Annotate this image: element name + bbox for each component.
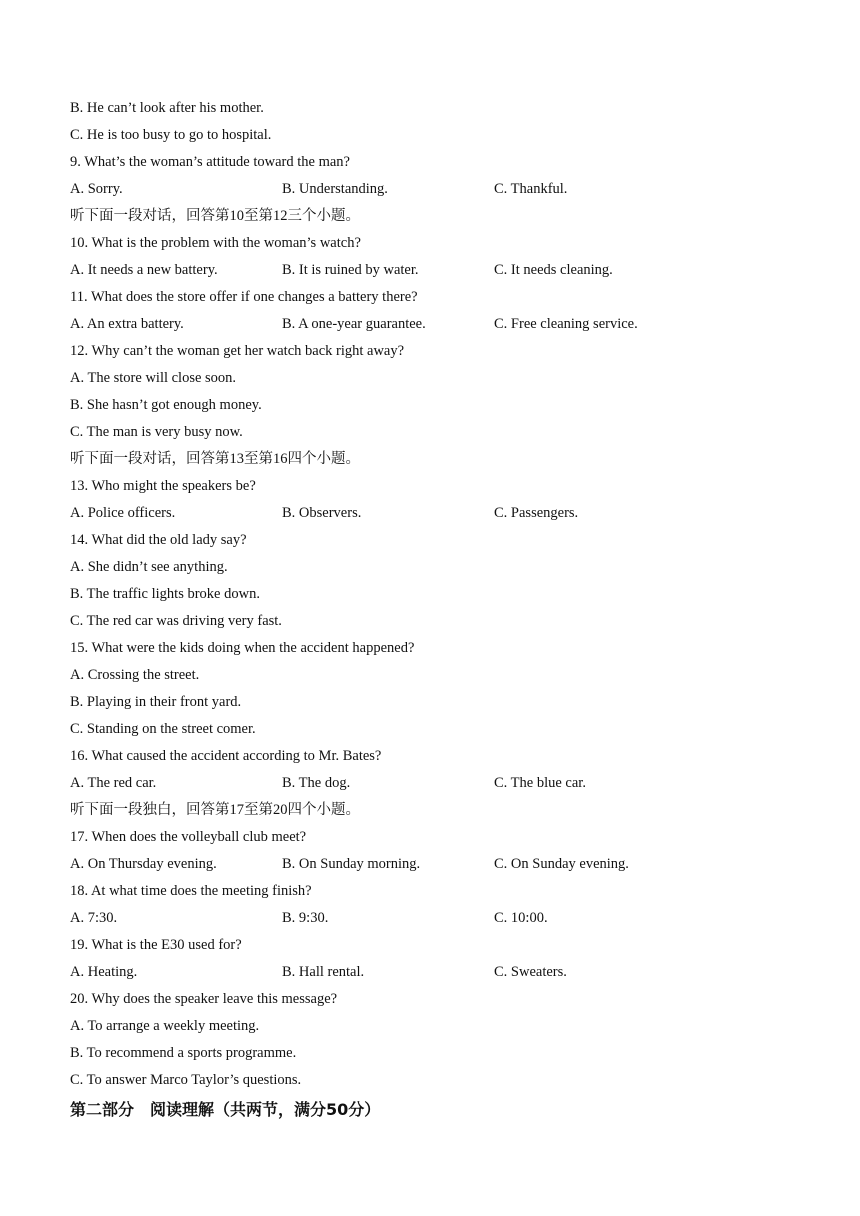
answer-option-a: A. It needs a new battery.: [70, 262, 218, 278]
text-line: B. The traffic lights broke down.: [70, 586, 260, 602]
answer-option-c: C. 10:00.: [494, 910, 548, 926]
text-line: A. To arrange a weekly meeting.: [70, 1018, 260, 1034]
answer-option-b: B. It is ruined by water.: [282, 262, 419, 278]
answer-option-a: A. 7:30.: [70, 910, 118, 926]
text-line: 11. What does the store offer if one changes a battery there?: [70, 289, 418, 305]
answer-option-c: C. Free cleaning service.: [494, 316, 638, 332]
text-line: 听下面一段对话，回答第13至第16四个小题。: [70, 451, 360, 467]
answer-option-c: C. The blue car.: [494, 775, 586, 791]
text-line: 听下面一段独白，回答第17至第20四个小题。: [70, 802, 360, 818]
answer-options-row: [70, 502, 790, 529]
text-line: 听下面一段对话，回答第10至第12三个小题。: [70, 208, 360, 224]
answer-option-b: B. The dog.: [282, 775, 351, 791]
text-line: B. To recommend a sports programme.: [70, 1045, 297, 1061]
answer-option-b: B. Observers.: [282, 505, 362, 521]
text-line: C. Standing on the street comer.: [70, 721, 256, 737]
text-line: 16. What caused the accident according to Mr. Bates?: [70, 748, 382, 764]
answer-options-row: [70, 313, 790, 340]
answer-options-row: [70, 853, 790, 880]
text-line: 14. What did the old lady say?: [70, 532, 247, 548]
answer-options-row: [70, 178, 790, 205]
question-list: [70, 97, 790, 1096]
text-line: 20. Why does the speaker leave this message?: [70, 991, 338, 1007]
answer-option-c: C. On Sunday evening.: [494, 856, 629, 872]
text-line: 9. What’s the woman’s attitude toward the man?: [70, 154, 350, 170]
answer-option-a: A. On Thursday evening.: [70, 856, 217, 872]
answer-option-b: B. A one-year guarantee.: [282, 316, 426, 332]
answer-option-b: B. Understanding.: [282, 181, 388, 197]
text-line: C. To answer Marco Taylor’s questions.: [70, 1072, 302, 1088]
text-line: B. Playing in their front yard.: [70, 694, 242, 710]
section-heading: 第二部分 阅读理解（共两节，满分50分）: [70, 1100, 381, 1119]
text-line: C. The red car was driving very fast.: [70, 613, 282, 629]
text-line: 15. What were the kids doing when the accident happened?: [70, 640, 415, 656]
text-line: A. She didn’t see anything.: [70, 559, 228, 575]
text-line: B. She hasn’t got enough money.: [70, 397, 262, 413]
answer-options-row: [70, 259, 790, 286]
text-line: 19. What is the E30 used for?: [70, 937, 242, 953]
answer-option-c: C. It needs cleaning.: [494, 262, 613, 278]
answer-option-a: A. Heating.: [70, 964, 138, 980]
answer-options-row: [70, 907, 790, 934]
text-line: A. Crossing the street.: [70, 667, 200, 683]
text-line: 10. What is the problem with the woman’s watch?: [70, 235, 361, 251]
text-line: 12. Why can’t the woman get her watch back right away?: [70, 343, 405, 359]
text-line: A. The store will close soon.: [70, 370, 237, 386]
answer-option-a: A. An extra battery.: [70, 316, 184, 332]
answer-options-row: [70, 772, 790, 799]
answer-option-b: B. Hall rental.: [282, 964, 365, 980]
text-line: 18. At what time does the meeting finish?: [70, 883, 312, 899]
document-page: [70, 97, 790, 1122]
answer-option-c: C. Thankful.: [494, 181, 568, 197]
text-line: 17. When does the volleyball club meet?: [70, 829, 307, 845]
answer-option-a: A. The red car.: [70, 775, 157, 791]
text-line: C. The man is very busy now.: [70, 424, 243, 440]
answer-option-a: A. Police officers.: [70, 505, 176, 521]
answer-option-b: B. On Sunday morning.: [282, 856, 421, 872]
text-line: 13. Who might the speakers be?: [70, 478, 256, 494]
answer-option-c: C. Sweaters.: [494, 964, 567, 980]
answer-option-a: A. Sorry.: [70, 181, 123, 197]
answer-options-row: [70, 961, 790, 988]
text-line: B. He can’t look after his mother.: [70, 100, 264, 116]
answer-option-b: B. 9:30.: [282, 910, 329, 926]
text-line: C. He is too busy to go to hospital.: [70, 127, 272, 143]
answer-option-c: C. Passengers.: [494, 505, 579, 521]
